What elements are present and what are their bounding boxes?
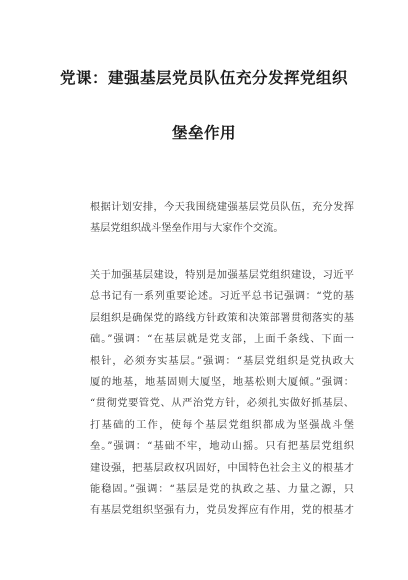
body-paragraph bbox=[90, 265, 354, 522]
paragraph-line: 根据计划安排，今天我围绕建强基层党员队伍，充分发挥 bbox=[90, 202, 354, 213]
document-title-line-1: 党课：建强基层党员队伍充分发挥党组织 bbox=[59, 68, 348, 87]
paragraph-line: 厦的地基，地基固则大厦坚，地基松则大厦倾。”强调： bbox=[90, 376, 354, 388]
paragraph-line: 总书记有一系列重要论述。习近平总书记强调：“党的基 bbox=[90, 291, 354, 303]
paragraph-line: 层组织是确保党的路线方针政策和决策部署贯彻落实的基 bbox=[90, 312, 354, 324]
paragraph-line: 根针，必须夯实基层。”强调：“基层党组织是党执政大 bbox=[90, 355, 354, 367]
paragraph-line: 垒。”强调：“基础不牢，地动山摇。只有把基层党组织 bbox=[90, 441, 354, 453]
paragraph-line: 能稳固。”强调：“基层是党的执政之基、力量之源，只 bbox=[90, 483, 354, 495]
paragraph-line: 础。”强调：“在基层就是党支部，上面千条线、下面一 bbox=[90, 334, 354, 346]
paragraph-line: 关于加强基层建设，特别是加强基层党组织建设，习近平 bbox=[90, 270, 354, 281]
paragraph-line: 基层党组织战斗堡垒作用与大家作个交流。 bbox=[90, 223, 284, 235]
document-title-line-2: 堡垒作用 bbox=[171, 123, 236, 142]
paragraph-line: 建设强，把基层政权巩固好，中国特色社会主义的根基才 bbox=[90, 462, 354, 474]
paragraph-line: 打基础的工作，使每个基层党组织都成为坚强战斗堡 bbox=[90, 419, 354, 431]
intro-paragraph bbox=[90, 197, 354, 240]
paragraph-line: “贯彻党要管党、从严治党方针，必须扎实做好抓基层、 bbox=[90, 398, 354, 410]
paragraph-line: 有基层党组织坚强有力，党员发挥应有作用，党的根基才 bbox=[90, 505, 354, 517]
